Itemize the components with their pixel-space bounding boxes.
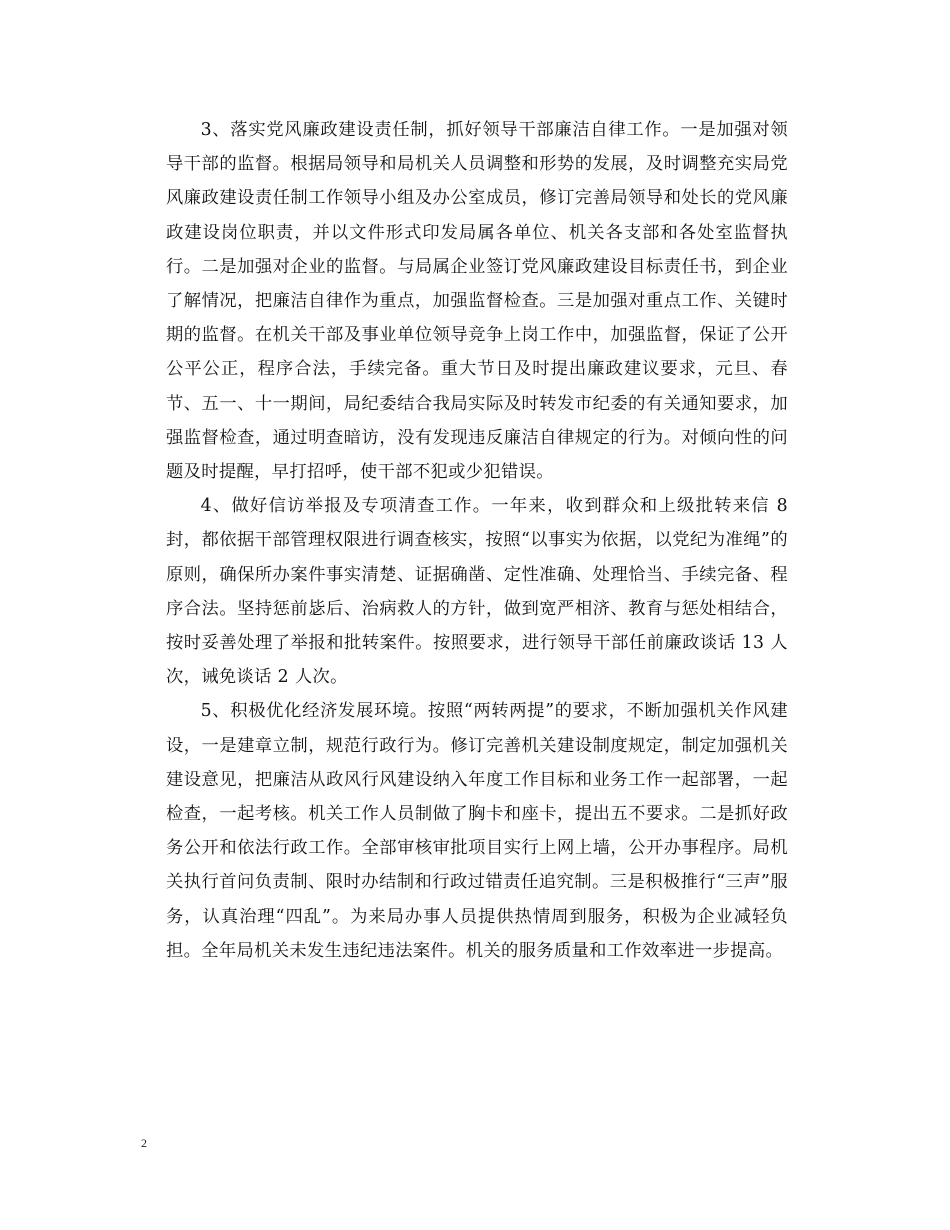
page-number: 2	[141, 1136, 147, 1150]
paragraph-3-party-conduct: 3、落实党风廉政建设责任制，抓好领导干部廉洁自律工作。一是加强对领导干部的监督。根据局领导和局机关人员调整和形势的发展，及时调整充实局党风廉政建设责任制工作领导小组及办公室成员，修订完善局领导和处长的党风廉政建设岗位职责，并以文件形式印发局属各单位、机关各支部和各处室监督执行。二是加强对企业的监督。与局属企业签订党风廉政建设目标责任书，到企业了解情况，把廉洁自律作为重点，加强监督检查。三是加强对重点工作、关键时期的监督。在机关干部及事业单位领导竞争上岗工作中，加强监督，保证了公开公平公正，程序合法，手续完备。重大节日及时提出廉政建议要求，元旦、春节、五一、十一期间，局纪委结合我局实际及时转发市纪委的有关通知要求，加强监督检查，通过明查暗访，没有发现违反廉洁自律规定的行为。对倾向性的问题及时提醒，早打招呼，使干部不犯或少犯错误。	[166, 120, 788, 483]
paragraph-5-economic-environment: 5、积极优化经济发展环境。按照“两转两提”的要求，不断加强机关作风建设，一是建章立制，规范行政行为。修订完善机关建设制度规定，制定加强机关建设意见，把廉洁从政风行风建设纳入年度工作目标和业务工作一起部署，一起检查，一起考核。机关工作人员制做了胸卡和座卡，提出五不要求。二是抓好政务公开和依法行政工作。全部审核审批项目实行上网上墙，公开办事程序。局机关执行首问负责制、限时办结制和行政过错责任追究制。三是积极推行“三声”服务，认真治理“四乱”。为来局办事人员提供热情周到服务，积极为企业减轻负担。全年局机关未发生违纪违法案件。机关的服务质量和工作效率进一步提高。	[166, 701, 788, 961]
document-body	[166, 113, 788, 968]
paragraph-4-petition-reports: 4、做好信访举报及专项清查工作。一年来，收到群众和上级批转来信 8 封，都依据干部管理权限进行调查核实，按照“以事实为依据，以党纪为准绳”的原则，确保所办案件事实清楚、证据确凿、定性准确、处理恰当、手续完备、程序合法。坚持惩前毖后、治病救人的方针，做到宽严相济、教育与惩处相结合，按时妥善处理了举报和批转案件。按照要求，进行领导干部任前廉政谈话 13 人次，诫免谈话 2 人次。	[166, 496, 788, 688]
